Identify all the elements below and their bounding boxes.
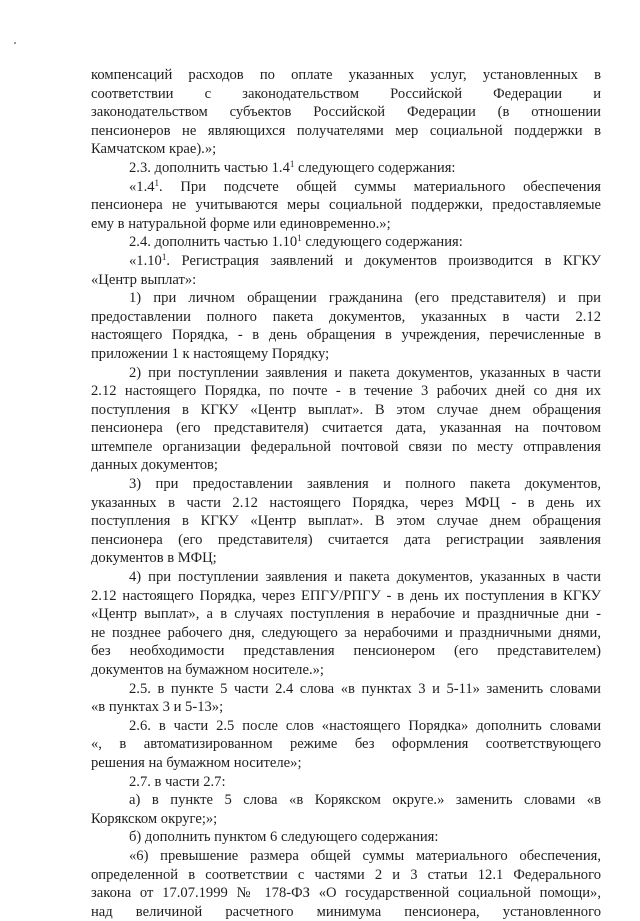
item-6: «6) превышение размера общей суммы материального обеспечения, [129, 847, 601, 864]
text-line: указанных в части 2.12 настоящего Порядка, через МФЦ - в день их [91, 494, 601, 511]
text-line: Камчатском крае).»; [91, 141, 217, 158]
text-line: пенсионеров не являющихся получателями мер социальной поддержки в [91, 122, 601, 139]
item-4: 4) при поступлении заявления и пакета документов, указанных в части [129, 569, 601, 586]
text-line: «Центр выплат», а в случаях поступления в нерабочие и праздничные дни - [91, 606, 601, 623]
text-line: пенсионера (его представителя) считается дата, указанная на почтовом [91, 420, 601, 437]
text-line: не позднее рабочего дня, следующего за нерабочими и праздничными днями, [91, 624, 601, 641]
paragraph-2-6: 2.6. в части 2.5 после слов «настоящего Порядка» дополнить словами [129, 717, 601, 734]
document-body [91, 66, 601, 921]
text-line: штемпеле организации федеральной почтовой связи по месту отправления [91, 438, 601, 455]
text-line: поступления в КГКУ «Центр выплат». В этом случае днем обращения [91, 401, 601, 418]
text-line: документов в МФЦ; [91, 550, 217, 567]
text-line: «в пунктах 3 и 5-13»; [91, 699, 224, 716]
item-2: 2) при поступлении заявления и пакета документов, указанных в части [129, 364, 601, 381]
text-line: предоставлении полного пакета документов, указанных в части 2.12 [91, 308, 601, 325]
text-line: поступления в КГКУ «Центр выплат». В этом случае днем обращения [91, 513, 601, 530]
text-line: компенсаций расходов по оплате указанных услуг, установленных в [91, 67, 601, 83]
text-line: пенсионера (его представителя) считается дата регистрации заявления [91, 531, 601, 548]
text-line: «, в автоматизированном режиме без оформления соответствующего [91, 736, 601, 753]
text-line: без необходимости представления пенсионером (его представителем) [91, 643, 601, 660]
text-line: законодательством субъектов Российской Федерации (в отношении [91, 104, 601, 121]
text-line: соответствии с законодательством Российской Федерации и [91, 85, 601, 102]
paragraph-2-5: 2.5. в пункте 5 части 2.4 слова «в пунктах 3 и 5-11» заменить словами [129, 680, 601, 697]
paragraph-2-4: 2.4. дополнить частью 1.10$^1$ следующего содержания: [129, 233, 463, 251]
text-line: «Центр выплат»: [91, 271, 197, 288]
text-line: документов на бумажном носителе.»; [91, 662, 324, 678]
text-line: пенсионера не учитываются меры социальной поддержки, предоставляемые [91, 197, 601, 214]
paragraph-2-7: 2.7. в части 2.7: [129, 773, 226, 790]
text-line: настоящего Порядка, - в день обращения в учреждения, перечисленные в [91, 327, 601, 344]
text-line: ему в натуральной форме или единовременно.»; [91, 215, 391, 232]
subitem-a: а) в пункте 5 слова «в Корякском округе.» заменить словами «в [129, 792, 601, 809]
text-line: Корякском округе;»; [91, 810, 218, 827]
text-line: решения на бумажном носителе»; [91, 754, 302, 771]
text-line: закона от 17.07.1999 № 178-ФЗ «О государственной социальной помощи», [91, 885, 601, 902]
item-1: 1) при личном обращении гражданина (его представителя) и при [129, 290, 601, 307]
item-3: 3) при предоставлении заявления и полного пакета документов, [129, 476, 601, 493]
text-line: над величиной расчетного минимума пенсионера, установленного [91, 903, 601, 920]
paragraph-2-3: 2.3. дополнить частью $1.4^1$ следующего содержания: [129, 158, 456, 176]
text-line: 2.12 настоящего Порядка, по почте - в течение 3 рабочих дней со дня их [91, 383, 601, 400]
paragraph-1-4-1: «$1.4^1$. При подсчете общей суммы материального обеспечения [129, 177, 601, 195]
text-line: 2.12 настоящего Порядка, через ЕПГУ/РПГУ - в день их поступления в КГКУ [91, 587, 601, 604]
paragraph-1-10-1: «1.10$^1$. Регистрация заявлений и документов производится в КГКУ [129, 251, 601, 269]
text-line: данных документов; [91, 457, 218, 474]
text-line: определенной в соответствии с частями 2 и 3 статьи 12.1 Федерального [91, 866, 601, 883]
subitem-b: б) дополнить пунктом 6 следующего содержания: [129, 829, 439, 846]
text-line: приложении 1 к настоящему Порядку; [91, 345, 330, 362]
scan-speck [14, 42, 16, 44]
